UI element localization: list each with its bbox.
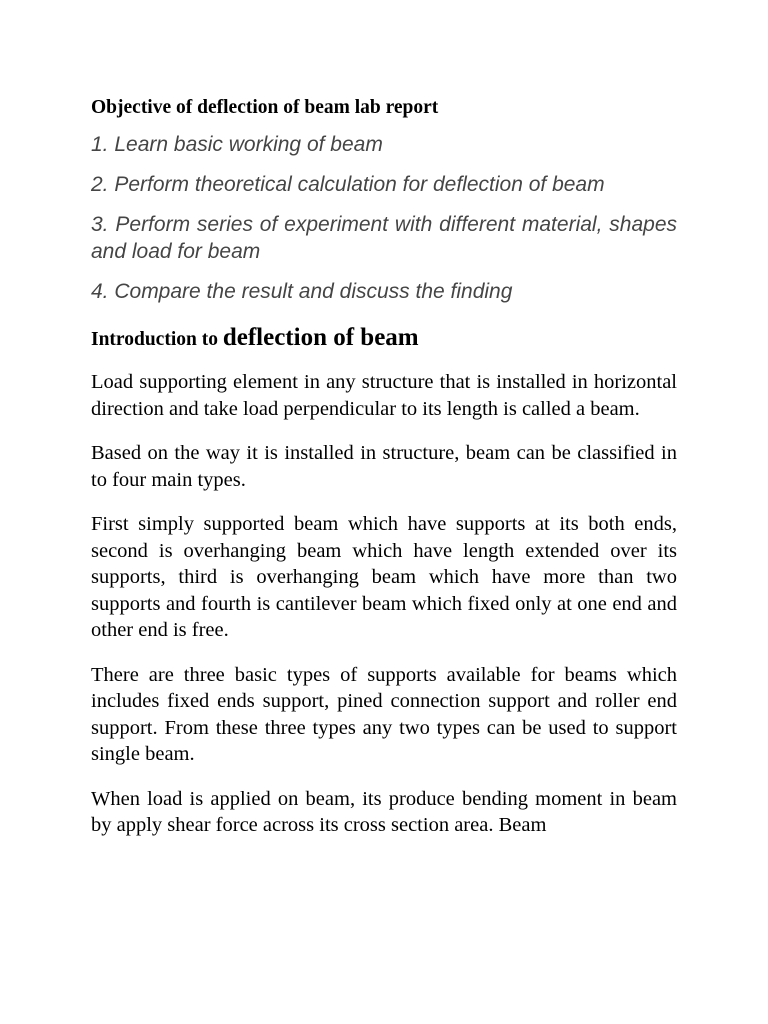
paragraph: Load supporting element in any structure that is installed in horizontal direction and take load perpendicular to its length is called a beam.: [91, 371, 677, 420]
objective-item: 4. Compare the result and discuss the finding: [91, 280, 513, 303]
objectives-list: [91, 131, 677, 305]
body-text: [91, 369, 677, 839]
document-title: Objective of deflection of beam lab report: [91, 97, 439, 118]
objective-item: 3. Perform series of experiment with different material, shapes and load for beam: [91, 213, 677, 263]
introduction-heading: [91, 323, 677, 355]
paragraph: There are three basic types of supports available for beams which includes fixed ends support, pined connection support and roller end support. From these three types any two types can be used to support single beam.: [91, 663, 677, 765]
introduction-heading-prefix: Introduction to: [91, 329, 223, 350]
objective-item: 2. Perform theoretical calculation for deflection of beam: [91, 173, 605, 196]
paragraph: When load is applied on beam, its produce bending moment in beam by apply shear force across its cross section area. Beam: [91, 787, 677, 836]
paragraph: Based on the way it is installed in structure, beam can be classified in to four main types.: [91, 442, 677, 491]
objective-item: 1. Learn basic working of beam: [91, 133, 383, 156]
document-page: [91, 95, 677, 857]
paragraph: First simply supported beam which have supports at its both ends, second is overhanging beam which have length extended over its supports, third is overhanging beam which have more than two supports and fourth is cantilever beam which fixed only at one end and other end is free.: [91, 513, 677, 641]
introduction-heading-main: deflection of beam: [222, 324, 419, 351]
